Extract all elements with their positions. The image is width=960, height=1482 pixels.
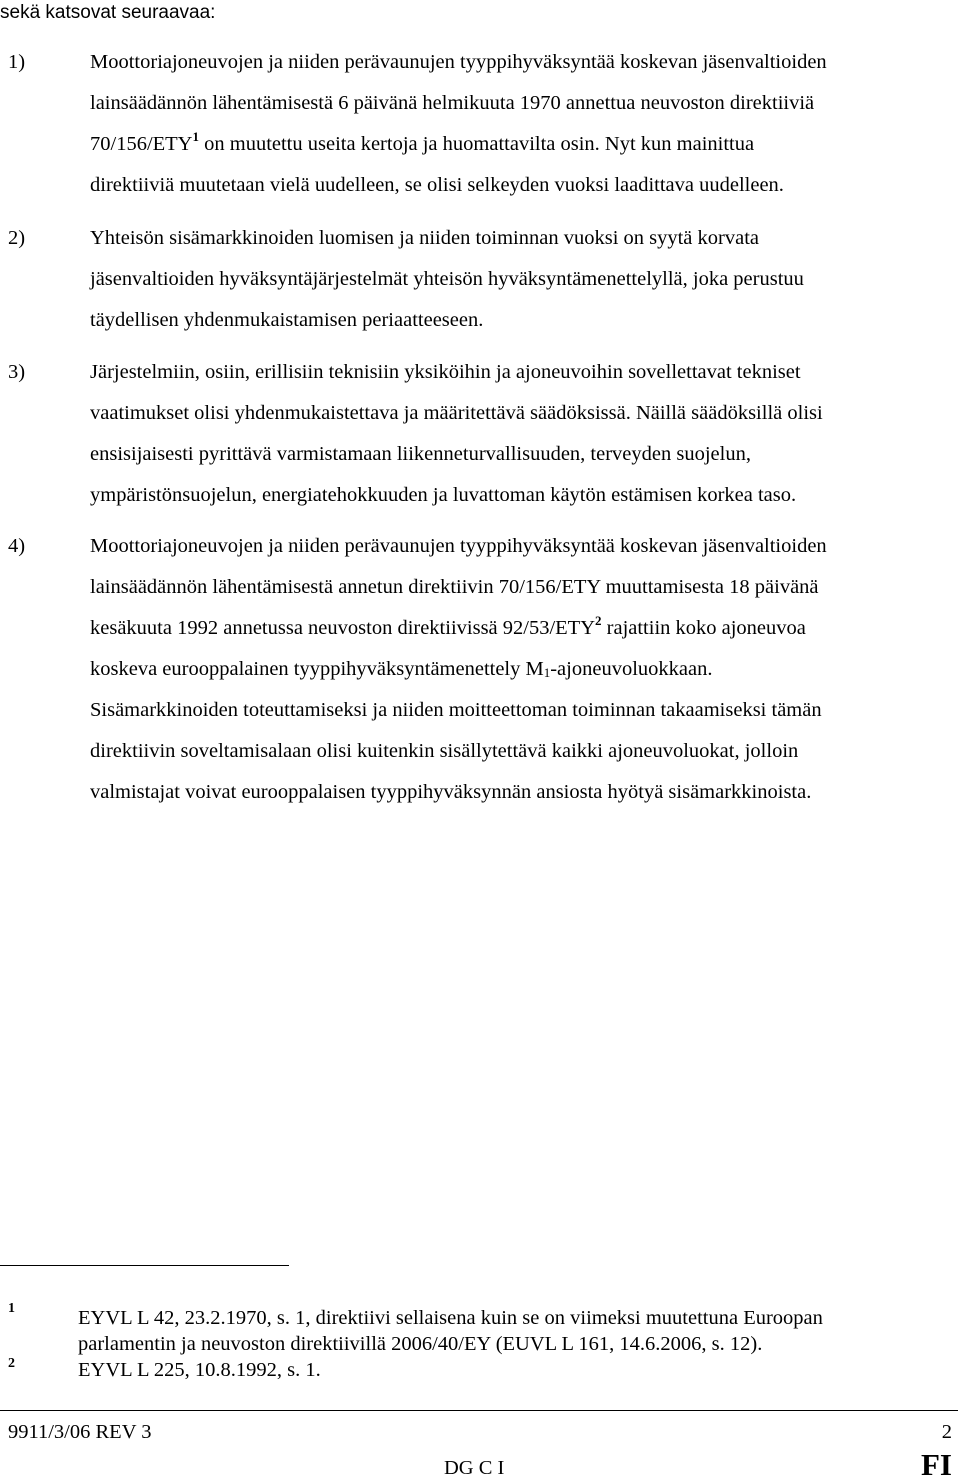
recital-line: täydellisen yhdenmukaistamisen periaatteeseen. <box>90 309 484 331</box>
line-text: koskeva eurooppalainen tyyppihyväksyntämenettely M <box>90 658 544 680</box>
line-text: rajattiin koko ajoneuvoa <box>601 617 806 639</box>
recital-line: vaatimukset olisi yhdenmukaistettava ja määritettävä säädöksissä. Näillä säädöksillä olisi <box>90 402 823 424</box>
recital-line: Järjestelmiin, osiin, erillisiin teknisiin yksiköihin ja ajoneuvoihin sovellettavat tekniset <box>90 361 801 383</box>
intro-text: sekä katsovat seuraavaa: <box>0 2 216 23</box>
footnote-text: EYVL L 225, 10.8.1992, s. 1. <box>78 1359 321 1381</box>
recital-line: direktiivin soveltamisalaan olisi kuitenkin sisällytettävä kaikki ajoneuvoluokat, jolloin <box>90 740 799 762</box>
recital-line <box>90 649 712 690</box>
line-text: -ajoneuvoluokkaan. <box>550 658 713 680</box>
recital-number: 2) <box>8 227 26 249</box>
recital-number: 3) <box>8 361 26 383</box>
page-number: 2 <box>941 1421 952 1443</box>
directorate-general: DG C I <box>444 1457 505 1479</box>
recital-line: lainsäädännön lähentämisestä 6 päivänä helmikuuta 1970 annettua neuvoston direktiiviä <box>90 92 815 114</box>
recital-line: Yhteisön sisämarkkinoiden luomisen ja niiden toiminnan vuoksi on syytä korvata <box>90 227 760 249</box>
recital-line: ympäristönsuojelun, energiatehokkuuden ja luvattoman käytön estämisen korkea taso. <box>90 484 797 506</box>
subscript: 1 <box>543 665 551 680</box>
recital-line: ensisijaisesti pyrittävä varmistamaan liikenneturvallisuuden, terveyden suojelun, <box>90 443 751 465</box>
recital-line: lainsäädännön lähentämisestä annetun direktiivin 70/156/ETY muuttamisesta 18 päivänä <box>90 576 819 598</box>
recital-line: valmistajat voivat eurooppalaisen tyyppihyväksynnän ansiosta hyötyä sisämarkkinoista. <box>90 781 812 803</box>
footnote-marker: 2 <box>8 1356 15 1371</box>
footnote-reference[interactable]: 2 <box>595 613 602 628</box>
document-reference: 9911/3/06 REV 3 <box>8 1421 152 1443</box>
recital-number: 4) <box>8 535 26 557</box>
line-text: kesäkuuta 1992 annetussa neuvoston direktiivissä 92/53/ETY <box>90 617 596 639</box>
line-text: on muutettu useita kertoja ja huomattavilta osin. Nyt kun mainittua <box>199 133 755 155</box>
recital-line: Moottoriajoneuvojen ja niiden perävaunujen tyyppihyväksyntää koskevan jäsenvaltioiden <box>90 535 827 557</box>
footnote-reference[interactable]: 1 <box>192 129 199 144</box>
recital-line <box>90 608 806 649</box>
footnote-text: parlamentin ja neuvoston direktiivillä 2006/40/EY (EUVL L 161, 14.6.2006, s. 12). <box>78 1333 763 1355</box>
recital-line: jäsenvaltioiden hyväksyntäjärjestelmät yhteisön hyväksyntämenettelyllä, joka perustuu <box>90 268 804 290</box>
footnote-separator <box>0 1265 289 1266</box>
recital-line: Sisämarkkinoiden toteuttamiseksi ja niiden moitteettoman toiminnan takaamiseksi tämän <box>90 699 822 721</box>
line-text: 70/156/ETY <box>90 133 193 155</box>
recital-number: 1) <box>8 51 26 73</box>
recital-line: Moottoriajoneuvojen ja niiden perävaunujen tyyppihyväksyntää koskevan jäsenvaltioiden <box>90 51 827 73</box>
footer-rule <box>0 1410 958 1411</box>
recital-line <box>90 124 754 165</box>
footnote-marker: 1 <box>8 1301 15 1316</box>
language-code: FI <box>921 1447 952 1482</box>
recital-line: direktiiviä muutetaan vielä uudelleen, se olisi selkeyden vuoksi laadittava uudelleen. <box>90 174 784 196</box>
footnote-text: EYVL L 42, 23.2.1970, s. 1, direktiivi sellaisena kuin se on viimeksi muutettuna Euroopan <box>78 1307 823 1329</box>
